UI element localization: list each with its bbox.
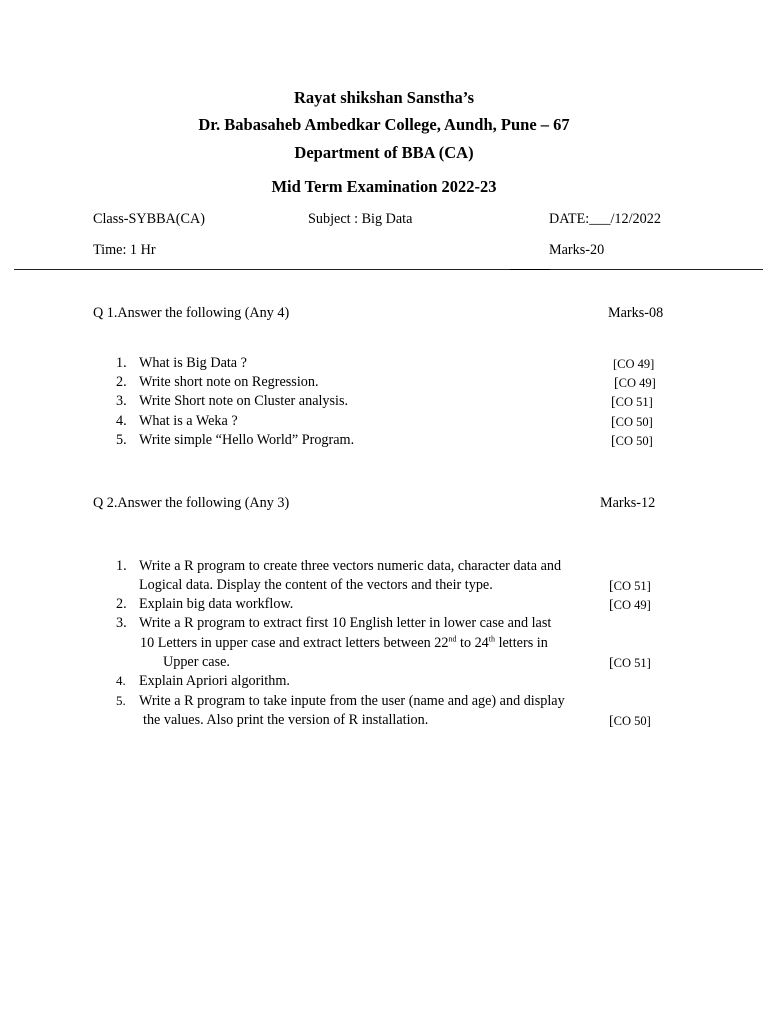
department-name: Department of BBA (CA) (294, 143, 474, 162)
q1-item-text: What is a Weka ? (139, 413, 238, 429)
q1-item-co: [CO 49] (614, 376, 656, 391)
q2-item-text: Write a R program to extract first 10 English letter in lower case and last (139, 615, 552, 631)
q2-item-co: [CO 51] (609, 579, 651, 594)
q1-item-num: 5. (116, 432, 127, 448)
q1-item-co: [CO 50] (611, 415, 653, 430)
date-label: DATE:___/12/2022 (549, 211, 661, 227)
q2-item-co: [CO 51] (609, 656, 651, 671)
q2-item-text: Write a R program to take inpute from the user (name and age) and display (139, 693, 565, 709)
q1-item-num: 4. (116, 413, 127, 429)
q1-marks: Marks-08 (608, 305, 664, 321)
q1-item-co: [CO 49] (613, 357, 655, 371)
q1-item-text: What is Big Data ? (139, 355, 247, 371)
q2-item-text: Explain Apriori algorithm. (139, 673, 290, 689)
q2-heading: Q 2.Answer the following (Any 3) (93, 495, 290, 511)
time-label: Time: 1 Hr (93, 242, 156, 258)
q1-item-text: Write simple “Hello World” Program. (139, 432, 355, 448)
header-divider-accent (510, 269, 550, 270)
q1-heading: Q 1.Answer the following (Any 4) (93, 305, 290, 321)
q2-item-num: 4. (116, 673, 126, 688)
q2-marks: Marks-12 (600, 495, 656, 511)
class-label: Class-SYBBA(CA) (93, 211, 205, 227)
subject-label: Subject : Big Data (308, 211, 413, 227)
q2-item-num: 3. (116, 615, 127, 631)
q1-item-text: Write Short note on Cluster analysis. (139, 393, 349, 409)
q1-item-num: 3. (116, 393, 127, 409)
q2-item-num: 5. (116, 693, 126, 708)
q2-item-text-cont: 10 Letters in upper case and extract letters between 22nd to 24th letters in (140, 634, 548, 651)
q2-item-co: [CO 49] (609, 598, 651, 613)
total-marks-label: Marks-20 (549, 242, 605, 258)
q1-item-co: [CO 50] (611, 434, 653, 449)
q2-item-text-cont: the values. Also print the version of R installation. (143, 712, 429, 728)
q2-item-num: 2. (116, 596, 127, 612)
q2-item-text: Write a R program to create three vectors numeric data, character data and (139, 558, 562, 574)
q1-item-text: Write short note on Regression. (139, 374, 319, 390)
q1-item-co: [CO 51] (611, 395, 653, 410)
q1-item-num: 2. (116, 374, 127, 390)
institution-name: Rayat shikshan Sanstha’s (293, 88, 475, 107)
q2-item-text-cont: Upper case. (163, 654, 230, 670)
college-name: Dr. Babasaheb Ambedkar College, Aundh, Pune – 67 (198, 115, 570, 134)
q2-item-num: 1. (116, 558, 127, 574)
exam-title: Mid Term Examination 2022-23 (271, 177, 497, 196)
header-divider (14, 269, 763, 270)
q2-item-text: Explain big data workflow. (139, 596, 294, 612)
q1-item-num: 1. (116, 355, 127, 371)
q2-item-co: [CO 50] (609, 714, 651, 729)
q2-item-text-cont: Logical data. Display the content of the vectors and their type. (139, 577, 493, 593)
